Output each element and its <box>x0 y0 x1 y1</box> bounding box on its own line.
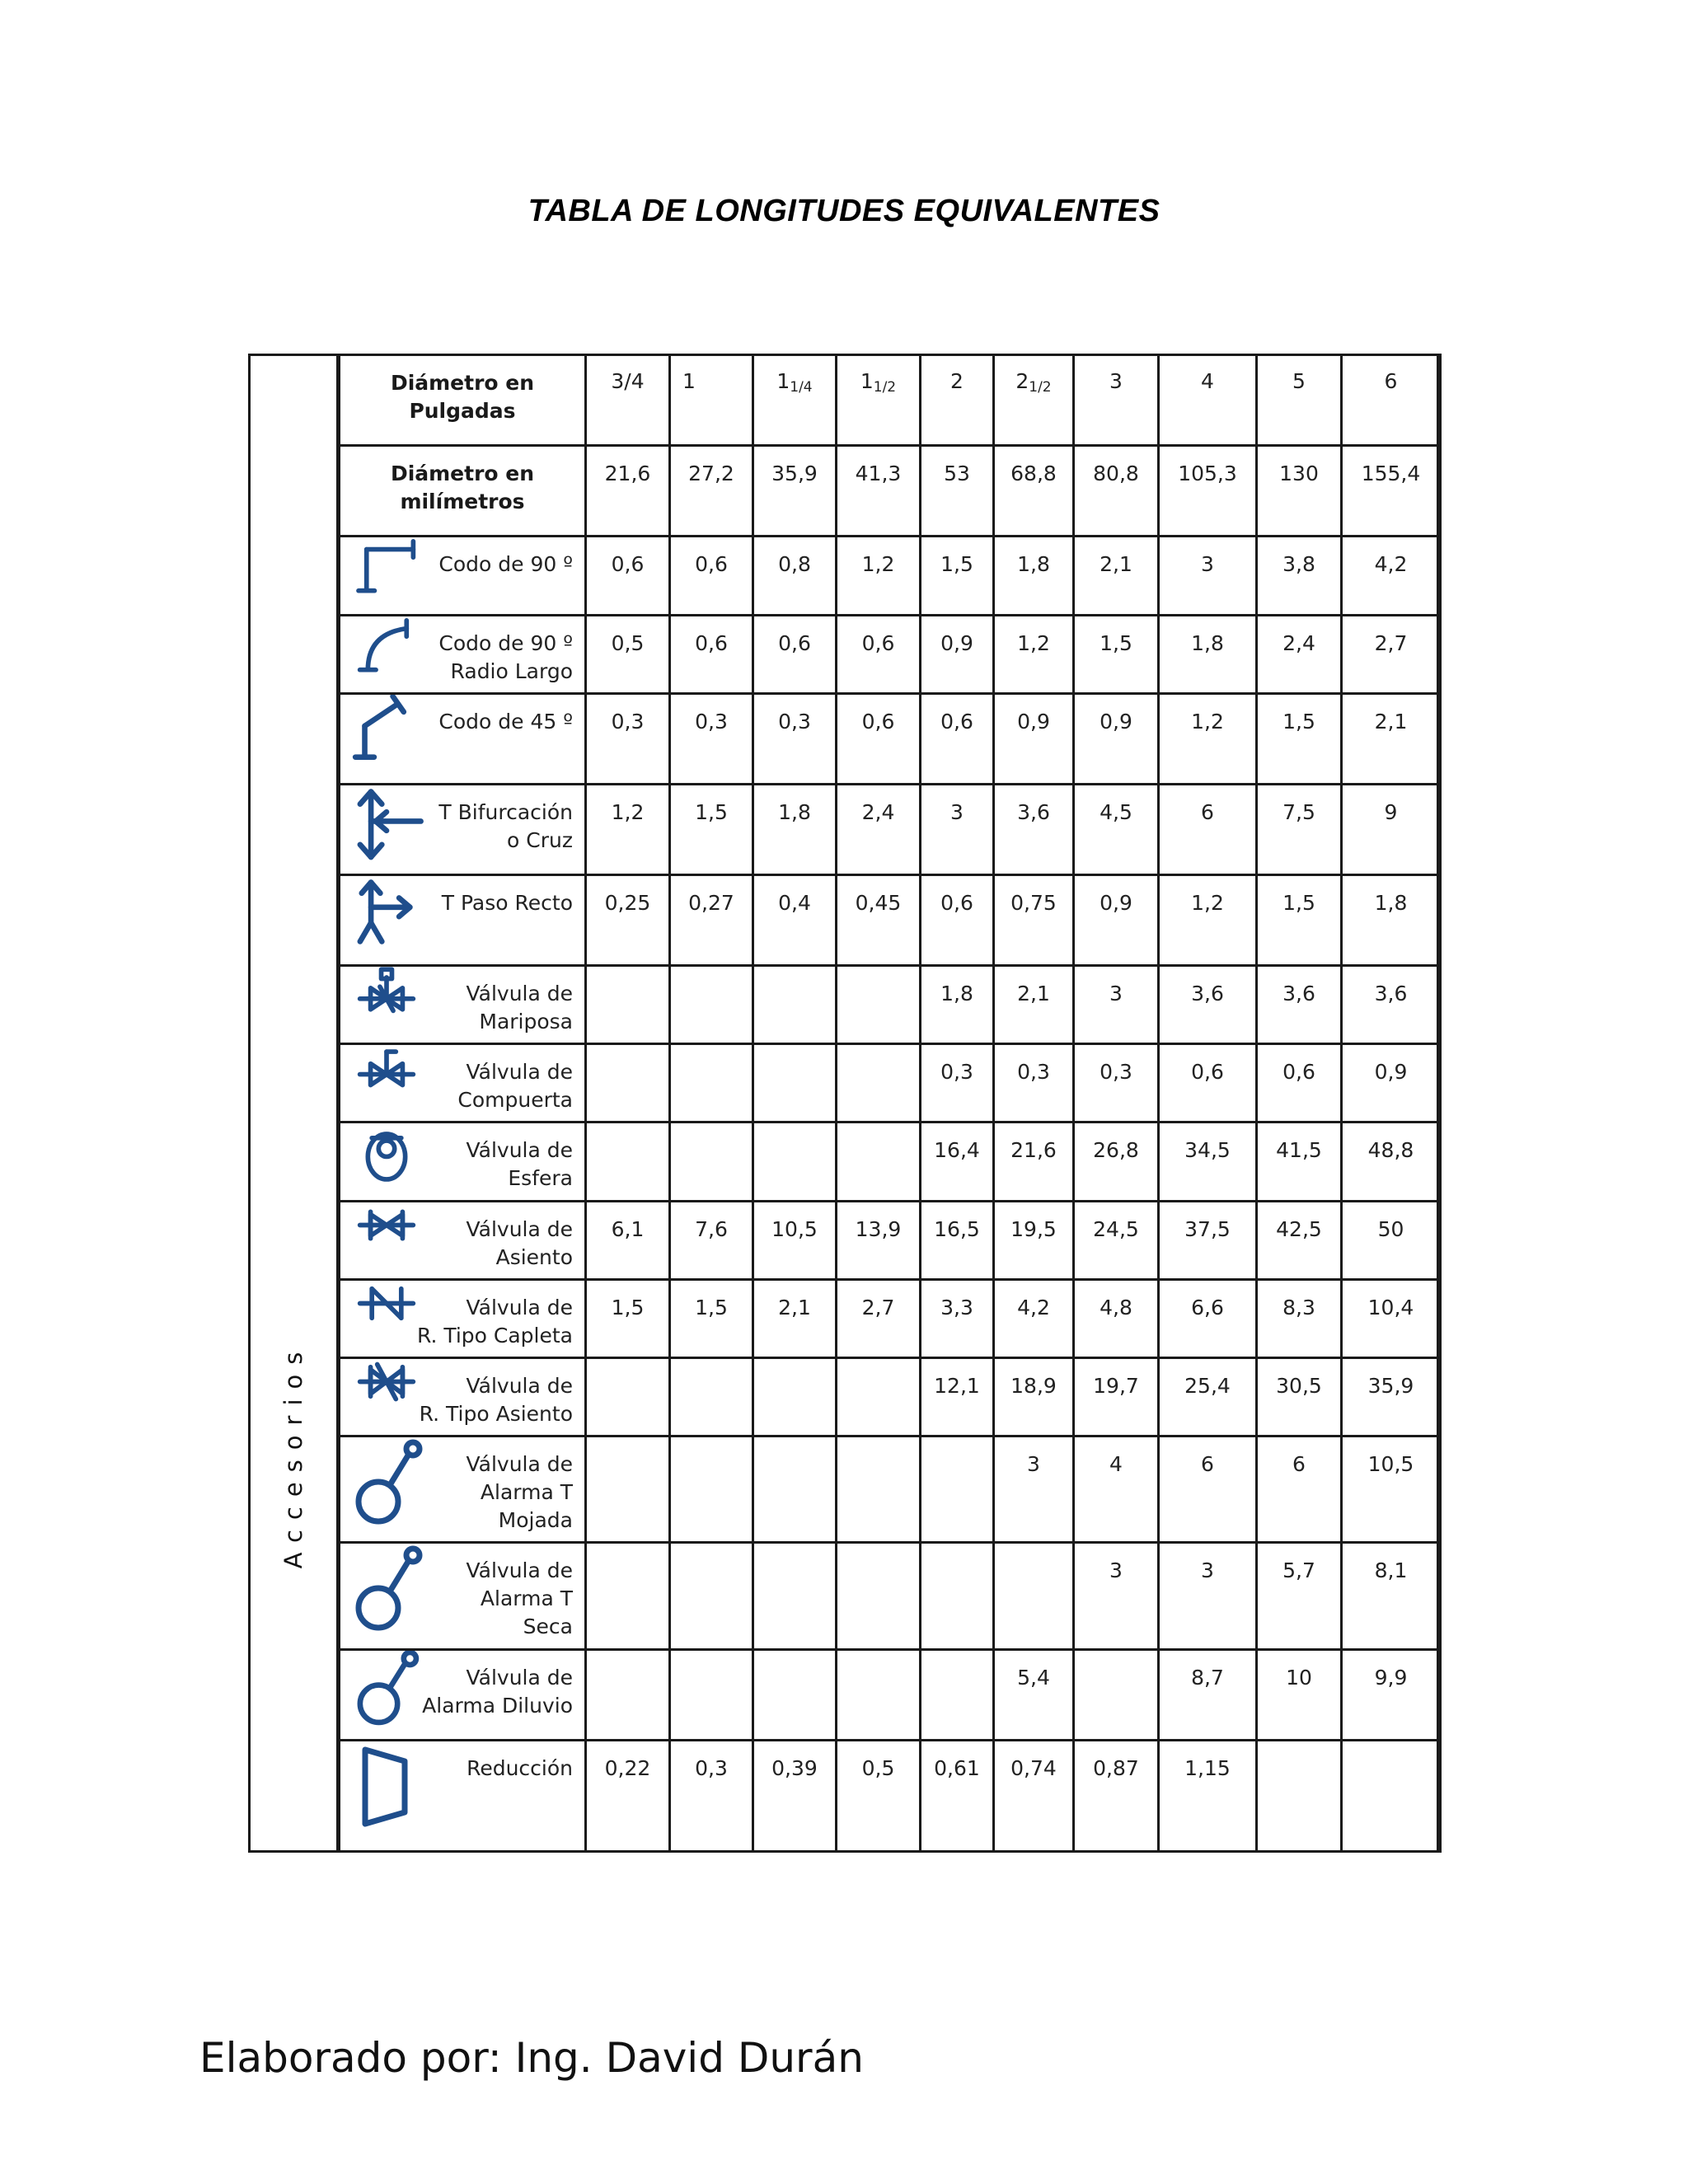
length-value: 2,1 <box>1374 709 1408 733</box>
length-value: 0,9 <box>1017 709 1050 733</box>
accessory-name: Válvula de Alarma T Seca <box>466 1558 573 1639</box>
inch-size: 5 <box>1292 369 1306 393</box>
length-value: 1,5 <box>1100 630 1132 655</box>
length-value: 4,2 <box>1017 1295 1050 1319</box>
mm-size: 68,8 <box>1010 462 1057 486</box>
length-value: 3 <box>1109 982 1123 1006</box>
length-value: 0,9 <box>1100 709 1132 733</box>
length-value: 1,5 <box>611 1295 645 1319</box>
mm-size: 80,8 <box>1093 462 1139 486</box>
length-value: 0,9 <box>1374 1060 1408 1085</box>
length-value: 1,5 <box>1282 891 1315 915</box>
length-value: 0,6 <box>695 630 728 655</box>
length-value: 1,5 <box>1282 709 1315 733</box>
mm-size: 21,6 <box>604 462 651 486</box>
inches-label: Diámetro en Pulgadas <box>390 371 535 423</box>
length-value: 34,5 <box>1184 1138 1231 1163</box>
length-value: 10,4 <box>1367 1295 1414 1319</box>
inch-size: 3/4 <box>611 369 645 393</box>
accessory-name: Válvula de R. Tipo Asiento <box>419 1373 573 1426</box>
length-value: 41,5 <box>1276 1138 1322 1163</box>
length-value: 1,2 <box>1191 709 1224 733</box>
accessory-name: Válvula de Asiento <box>466 1216 573 1269</box>
accessory-name: Válvula de Alarma T Mojada <box>466 1452 573 1533</box>
length-value: 0,3 <box>695 709 728 733</box>
length-value: 0,22 <box>604 1755 651 1780</box>
length-value: 42,5 <box>1276 1216 1322 1241</box>
length-value: 6 <box>1201 1452 1214 1477</box>
length-value: 0,6 <box>861 709 895 733</box>
accessory-name: Válvula de Mariposa <box>466 982 573 1034</box>
length-value: 10 <box>1286 1665 1312 1690</box>
length-value: 0,87 <box>1093 1755 1139 1780</box>
length-value: 3,6 <box>1017 799 1050 824</box>
mm-size: 35,9 <box>771 462 818 486</box>
length-value: 3 <box>1201 552 1214 577</box>
length-value: 1,15 <box>1184 1755 1231 1780</box>
length-value: 10,5 <box>1367 1452 1414 1477</box>
length-value: 0,6 <box>695 552 728 577</box>
length-value: 3,6 <box>1374 982 1408 1006</box>
length-value: 0,6 <box>778 630 811 655</box>
length-value: 0,61 <box>934 1755 980 1780</box>
length-value: 0,6 <box>861 630 895 655</box>
length-value: 6 <box>1292 1452 1306 1477</box>
accessory-name: T Paso Recto <box>441 891 573 915</box>
inch-size: $2_{1/2}$ <box>1015 369 1052 396</box>
length-value: 6,1 <box>611 1216 645 1241</box>
accessory-name: T Bifurcación o Cruz <box>438 799 573 852</box>
length-value: 2,1 <box>1100 552 1132 577</box>
author-credit: Elaborado por: Ing. David Durán <box>199 2034 864 2082</box>
inch-size: $1_{1/4}$ <box>776 369 813 396</box>
length-value: 9 <box>1384 799 1398 824</box>
length-value: 12,1 <box>934 1373 980 1398</box>
length-value: 19,7 <box>1093 1373 1139 1398</box>
accessory-name: Codo de 90 º <box>438 552 573 577</box>
accessory-name: Codo de 90 º Radio Largo <box>438 630 573 683</box>
length-value: 3,3 <box>940 1295 973 1319</box>
length-value: 8,3 <box>1282 1295 1315 1319</box>
length-value: 1,5 <box>695 1295 728 1319</box>
length-value: 0,3 <box>611 709 645 733</box>
length-value: 21,6 <box>1010 1138 1057 1163</box>
length-value: 26,8 <box>1093 1138 1139 1163</box>
length-value: 0,3 <box>695 1755 728 1780</box>
accessory-name: Válvula de R. Tipo Capleta <box>416 1295 573 1347</box>
length-value: 6,6 <box>1191 1295 1224 1319</box>
length-value: 0,6 <box>1282 1060 1315 1085</box>
inch-size: 1 <box>682 369 696 393</box>
page-title: TABLA DE LONGITUDES EQUIVALENTES <box>528 194 1160 228</box>
length-value: 16,4 <box>934 1138 980 1163</box>
length-value: 10,5 <box>771 1216 818 1241</box>
length-value: 1,8 <box>778 799 811 824</box>
length-value: 1,2 <box>1017 630 1050 655</box>
mm-size: 53 <box>944 462 970 486</box>
length-value: 1,2 <box>861 552 895 577</box>
length-value: 5,7 <box>1282 1558 1315 1583</box>
length-value: 5,4 <box>1017 1665 1050 1690</box>
length-value: 16,5 <box>934 1216 980 1241</box>
length-value: 18,9 <box>1010 1373 1057 1398</box>
inch-size: 3 <box>1109 369 1123 393</box>
length-value: 3,8 <box>1282 552 1315 577</box>
length-value: 9,9 <box>1374 1665 1408 1690</box>
length-value: 1,8 <box>1374 891 1408 915</box>
length-value: 4,5 <box>1100 799 1132 824</box>
inch-size: 6 <box>1384 369 1398 393</box>
length-value: 0,6 <box>611 552 645 577</box>
mm-size: 27,2 <box>688 462 734 486</box>
length-value: 4,2 <box>1374 552 1408 577</box>
length-value: 2,1 <box>1017 982 1050 1006</box>
table-frame <box>248 354 1439 1853</box>
length-value: 0,6 <box>940 891 973 915</box>
length-value: 0,3 <box>1017 1060 1050 1085</box>
length-value: 8,1 <box>1374 1558 1408 1583</box>
length-value: 0,74 <box>1010 1755 1057 1780</box>
length-value: 19,5 <box>1010 1216 1057 1241</box>
inch-size: $1_{1/2}$ <box>860 369 897 396</box>
length-value: 6 <box>1201 799 1214 824</box>
length-value: 0,39 <box>771 1755 818 1780</box>
length-value: 3 <box>1109 1558 1123 1583</box>
length-value: 13,9 <box>855 1216 902 1241</box>
mm-size: 41,3 <box>855 462 902 486</box>
length-value: 37,5 <box>1184 1216 1231 1241</box>
length-value: 7,5 <box>1282 799 1315 824</box>
length-value: 30,5 <box>1276 1373 1322 1398</box>
length-value: 1,5 <box>940 552 973 577</box>
length-value: 0,8 <box>778 552 811 577</box>
length-value: 25,4 <box>1184 1373 1231 1398</box>
length-value: 0,6 <box>1191 1060 1224 1085</box>
length-value: 1,8 <box>1017 552 1050 577</box>
accesorios-label: Accesorios <box>279 1342 307 1569</box>
length-value: 35,9 <box>1367 1373 1414 1398</box>
mm-size: 130 <box>1279 462 1319 486</box>
length-value: 1,8 <box>940 982 973 1006</box>
length-value: 0,5 <box>861 1755 895 1780</box>
length-value: 0,3 <box>1100 1060 1132 1085</box>
length-value: 3 <box>1201 1558 1214 1583</box>
length-value: 2,7 <box>861 1295 895 1319</box>
length-value: 3,6 <box>1191 982 1224 1006</box>
length-value: 3,6 <box>1282 982 1315 1006</box>
length-value: 7,6 <box>695 1216 728 1241</box>
length-value: 0,4 <box>778 891 811 915</box>
length-value: 50 <box>1377 1216 1404 1241</box>
length-value: 2,4 <box>861 799 895 824</box>
mm-label: Diámetro en milímetros <box>390 462 535 514</box>
length-value: 24,5 <box>1093 1216 1139 1241</box>
length-value: 0,3 <box>778 709 811 733</box>
length-value: 4,8 <box>1100 1295 1132 1319</box>
length-value: 0,9 <box>1100 891 1132 915</box>
length-value: 2,7 <box>1374 630 1408 655</box>
length-value: 3 <box>1027 1452 1040 1477</box>
inch-size: 2 <box>950 369 964 393</box>
length-value: 1,8 <box>1191 630 1224 655</box>
length-value: 1,5 <box>695 799 728 824</box>
accessory-name: Codo de 45 º <box>438 709 573 733</box>
length-value: 0,3 <box>940 1060 973 1085</box>
inch-size: 4 <box>1201 369 1214 393</box>
accessory-name: Válvula de Esfera <box>466 1138 573 1191</box>
length-value: 0,75 <box>1010 891 1057 915</box>
length-value: 1,2 <box>1191 891 1224 915</box>
length-value: 0,5 <box>611 630 645 655</box>
accessory-name: Válvula de Compuerta <box>457 1060 573 1113</box>
mm-size: 155,4 <box>1361 462 1421 486</box>
length-value: 0,45 <box>855 891 902 915</box>
length-value: 2,1 <box>778 1295 811 1319</box>
length-value: 1,2 <box>611 799 645 824</box>
length-value: 0,27 <box>688 891 734 915</box>
length-value: 3 <box>950 799 964 824</box>
length-value: 48,8 <box>1367 1138 1414 1163</box>
length-value: 8,7 <box>1191 1665 1224 1690</box>
accessory-name: Reducción <box>467 1755 573 1780</box>
accessory-name: Válvula de Alarma Diluvio <box>422 1665 573 1718</box>
length-value: 4 <box>1109 1452 1123 1477</box>
length-value: 0,6 <box>940 709 973 733</box>
mm-size: 105,3 <box>1178 462 1237 486</box>
length-value: 0,9 <box>940 630 973 655</box>
length-value: 2,4 <box>1282 630 1315 655</box>
length-value: 0,25 <box>604 891 651 915</box>
